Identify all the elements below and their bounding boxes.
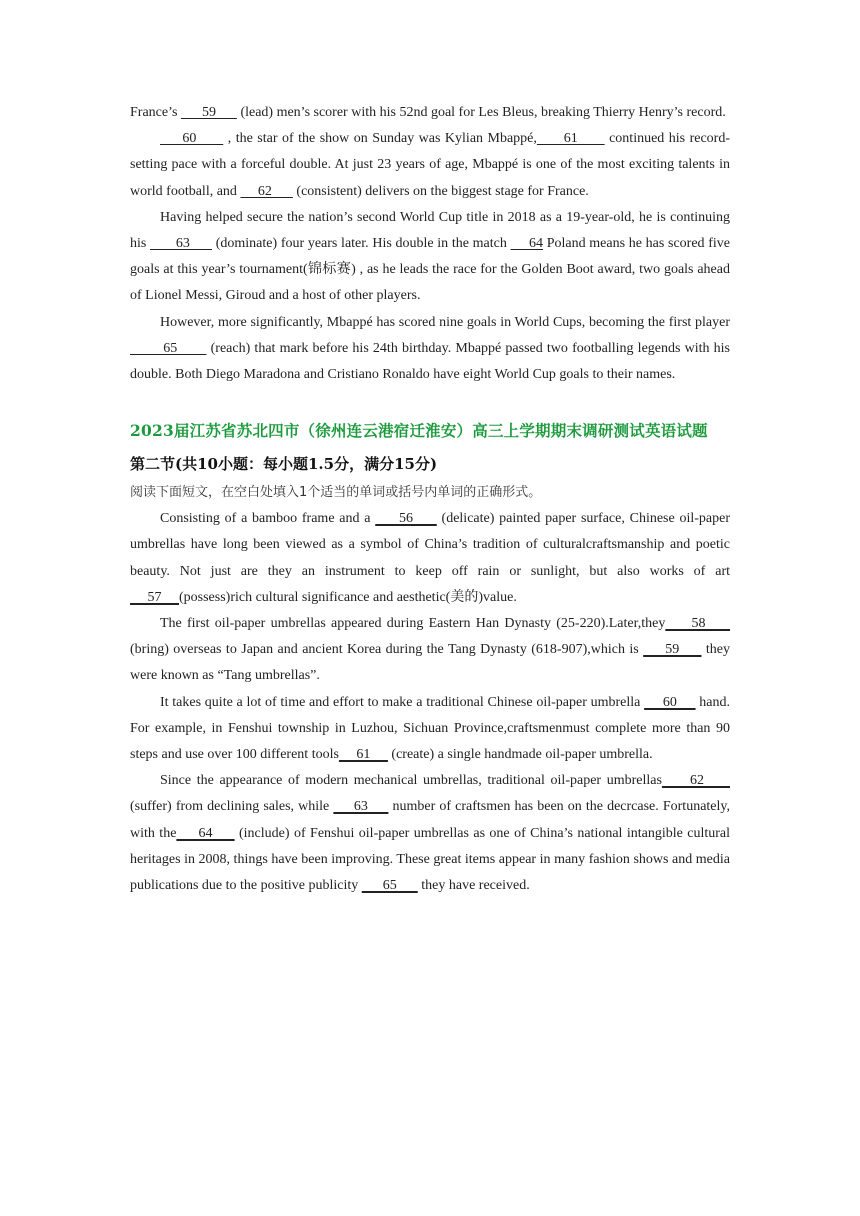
blank-58[interactable]: 58 [665, 616, 731, 632]
text: (reach) that mark before his 24th birthday. Mbappé passed two footballing legends with his double. Both Diego Maradona and Cristiano Ronaldo have eight World Cup goals to their names. [130, 340, 731, 383]
blank-60[interactable]: 60 [160, 131, 224, 147]
paragraph-mechanical-umbrellas [130, 768, 730, 899]
paragraph-oil-paper-umbrellas [130, 506, 730, 611]
blank-65-part2[interactable]: 65 [361, 878, 418, 894]
blank-63-part2[interactable]: 63 [333, 799, 389, 815]
text: Since the appearance of modern mechanical umbrellas, traditional oil-paper umbrellas [160, 773, 662, 789]
blank-59[interactable]: 59 [180, 105, 237, 120]
exam-source-title: 2023届江苏省苏北四市（徐州连云港宿迁淮安）高三上学期期末调研测试英语试题 [130, 421, 708, 441]
text: (bring) overseas to Japan and ancient Korea during the Tang Dynasty (618-907),which is [130, 642, 644, 658]
text: (include) of Fenshui oil-paper umbrellas as one of China’s national intangible cultural heritages in 2008, things have been improving. These great items appear in many fashion shows and media publications due to the positive publicity [130, 825, 731, 894]
paragraph-first-umbrellas [130, 611, 730, 690]
blank-59-part2[interactable]: 59 [643, 642, 702, 658]
blank-62[interactable]: 62 [240, 183, 293, 199]
text: (suffer) from declining sales, while [130, 799, 334, 815]
blank-65[interactable]: 65 [130, 340, 207, 356]
paragraph-nine-goals [130, 310, 730, 389]
instruction-text: 阅读下面短文，在空白处填入1个适当的单词或括号内单词的正确形式。 [130, 485, 542, 501]
blank-56[interactable]: 56 [375, 511, 437, 527]
text: (lead) men’s scorer with his 52nd goal for Les Bleus, breaking Thierry Henry’s record. [236, 105, 726, 120]
part-title: 第二节(共10小题：每小题1.5分，满分15分) [130, 455, 438, 474]
paragraph-making-umbrella [130, 690, 730, 769]
page-content [130, 100, 730, 899]
paragraph-france-scorer [130, 100, 730, 126]
blank-57[interactable]: 57 [130, 589, 179, 605]
text: The first oil-paper umbrellas appeared during Eastern Han Dynasty (25-220).Later,they [160, 616, 666, 632]
text: It takes quite a lot of time and effort to make a traditional Chinese oil-paper umbrella [160, 694, 645, 710]
blank-64[interactable]: 64 [510, 236, 544, 252]
text: , the star of the show on Sunday was Kylian Mbappé, [223, 131, 537, 147]
blank-61[interactable]: 61 [536, 131, 605, 147]
text: number of craftsmen has been on the decrcase. Fortunately, with the [130, 799, 730, 841]
paragraph-world-cup-title [130, 205, 730, 310]
text: continued his record-setting pace with a forceful double. At just 23 years of age, Mbappé is one of the most exciting talents in world football, and [130, 131, 730, 199]
paragraph-mbappe-star [130, 126, 730, 205]
text: hand. For example, in Fenshui township in Luzhou, Sichuan Province,craftsmenmust complete more than 90 steps and use over 100 different tools [130, 694, 731, 763]
text: (delicate) painted paper surface, Chinese oil-paper umbrellas have long been viewed as a symbol of China’s tradition of culturalcraftsmanship and poetic beauty. Not just are they an instrument to keep off rain or sunlight, but also works of art [130, 511, 731, 579]
blank-63[interactable]: 63 [150, 236, 213, 252]
blank-60-part2[interactable]: 60 [644, 694, 696, 710]
text: Consisting of a bamboo frame and a [160, 511, 376, 527]
text: However, more significantly, Mbappé has scored nine goals in World Cups, becoming the first player [160, 314, 730, 330]
blank-61-part2[interactable]: 61 [338, 747, 388, 763]
text: (consistent) delivers on the biggest stage for France. [292, 183, 589, 199]
text: (create) a single handmade oil-paper umbrella. [387, 747, 653, 763]
text: Poland means he has scored five goals at this year’s tournament(锦标赛) , as he leads the race for the Golden Boot award, two goals ahead of Lionel Messi, Giroud and a host of other players. [130, 236, 730, 304]
text: Having helped secure the nation’s second World Cup title in 2018 as a 19-year-old, he is continuing his [130, 209, 730, 252]
blank-62-part2[interactable]: 62 [661, 773, 731, 789]
text: France’s [130, 105, 181, 120]
text: (possess)rich cultural significance and aesthetic(美的)value. [179, 589, 517, 605]
blank-64-part2[interactable]: 64 [176, 825, 235, 841]
text: (dominate) four years later. His double in the match [212, 236, 511, 252]
text: they were known as “Tang umbrellas”. [130, 642, 730, 684]
text: they have received. [417, 878, 530, 894]
